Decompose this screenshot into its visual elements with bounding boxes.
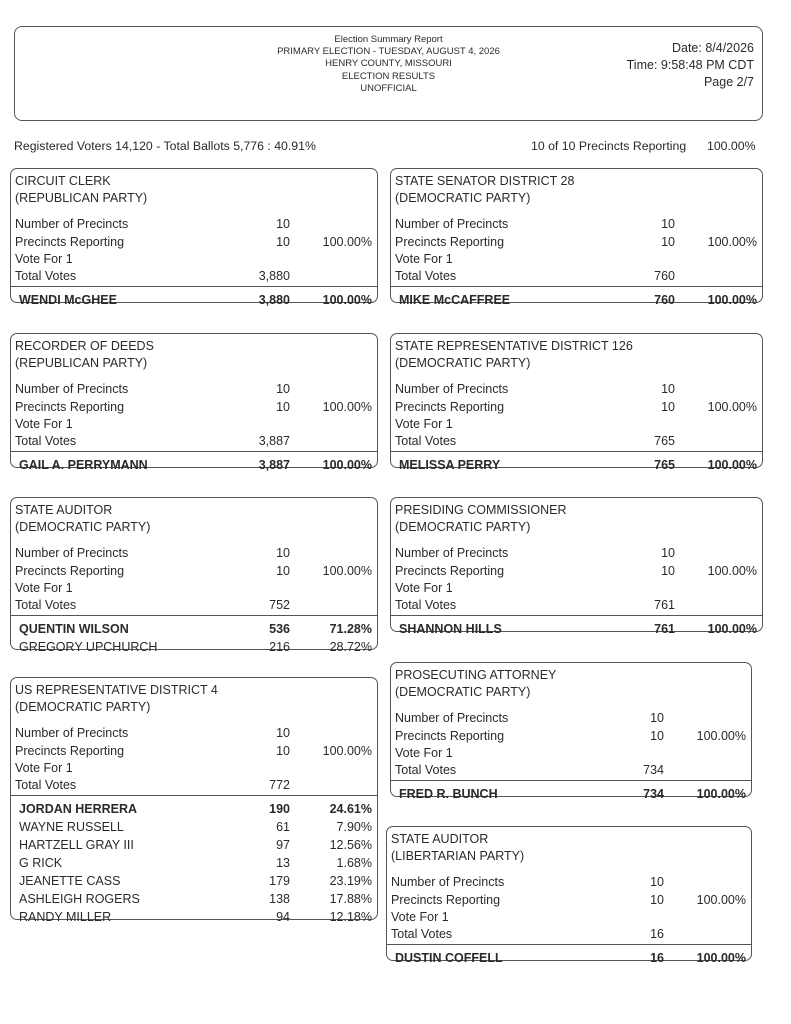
precincts-reporting-summary: 10 of 10 Precincts Reporting [531, 139, 687, 153]
candidate-pct: 100.00% [696, 951, 746, 965]
candidate-pct: 12.56% [329, 838, 372, 852]
num-precincts-label: Number of Precincts [15, 726, 129, 740]
precincts-reporting-pct: 100.00% [322, 564, 372, 578]
candidate-pct: 12.18% [329, 910, 372, 924]
unofficial-label: UNOFFICIAL [360, 82, 417, 94]
precincts-reporting-label: Precincts Reporting [395, 400, 505, 414]
candidate-pct: 100.00% [707, 622, 757, 636]
total-votes-value: 3,880 [258, 269, 290, 283]
precincts-reporting-value: 10 [650, 893, 664, 907]
num-precincts-value: 10 [650, 875, 664, 889]
candidate-name: QUENTIN WILSON [19, 622, 129, 636]
race-box [10, 333, 378, 472]
num-precincts-label: Number of Precincts [15, 546, 129, 560]
precincts-reporting-label: Precincts Reporting [15, 564, 125, 578]
race-party: (DEMOCRATIC PARTY) [15, 520, 151, 534]
race-box [390, 333, 763, 472]
divider [11, 615, 377, 616]
race-box [390, 168, 763, 307]
num-precincts-value: 10 [276, 382, 290, 396]
num-precincts-label: Number of Precincts [395, 711, 509, 725]
candidate-name: JORDAN HERRERA [19, 802, 138, 816]
report-date: Date: 8/4/2026 [671, 41, 754, 55]
candidate-votes: 138 [269, 892, 290, 906]
total-votes-value: 734 [643, 763, 664, 777]
precincts-reporting-label: Precincts Reporting [395, 729, 505, 743]
precincts-reporting-pct: 100.00% [707, 139, 756, 153]
num-precincts-label: Number of Precincts [395, 546, 509, 560]
precincts-reporting-pct: 100.00% [707, 400, 757, 414]
total-votes-label: Total Votes [15, 778, 77, 792]
vote-for-label: Vote For 1 [15, 417, 73, 431]
candidate-votes: 734 [643, 787, 664, 801]
num-precincts-value: 10 [661, 382, 675, 396]
race-title: STATE AUDITOR [391, 832, 489, 846]
vote-for-label: Vote For 1 [15, 581, 73, 595]
candidate-votes: 765 [654, 458, 675, 472]
candidate-votes: 3,887 [258, 458, 290, 472]
precincts-reporting-label: Precincts Reporting [15, 400, 125, 414]
race-title: PROSECUTING ATTORNEY [395, 668, 557, 682]
total-votes-value: 760 [654, 269, 675, 283]
candidate-votes: 13 [276, 856, 290, 870]
candidate-name: ASHLEIGH ROGERS [19, 892, 140, 906]
report-time: Time: 9:58:48 PM CDT [626, 58, 754, 72]
candidate-pct: 24.61% [329, 802, 372, 816]
precincts-reporting-value: 10 [276, 400, 290, 414]
report-title: Election Summary Report [334, 34, 443, 45]
race-title: US REPRESENTATIVE DISTRICT 4 [15, 683, 218, 697]
precincts-reporting-pct: 100.00% [322, 744, 372, 758]
num-precincts-label: Number of Precincts [15, 217, 129, 231]
precincts-reporting-pct: 100.00% [707, 564, 757, 578]
candidate-pct: 100.00% [322, 293, 372, 307]
precincts-reporting-pct: 100.00% [322, 235, 372, 249]
precincts-reporting-value: 10 [276, 564, 290, 578]
race-box [390, 662, 752, 801]
candidate-name: DUSTIN COFFELL [395, 951, 503, 965]
divider [11, 795, 377, 796]
total-votes-label: Total Votes [15, 598, 77, 612]
candidate-votes: 190 [269, 802, 290, 816]
divider [11, 451, 377, 452]
candidate-votes: 760 [654, 293, 675, 307]
divider [391, 286, 762, 287]
candidate-pct: 28.72% [329, 640, 372, 654]
precincts-reporting-pct: 100.00% [696, 893, 746, 907]
race-box [386, 826, 752, 965]
divider [11, 286, 377, 287]
precincts-reporting-value: 10 [276, 235, 290, 249]
race-title: RECORDER OF DEEDS [15, 339, 154, 353]
total-votes-value: 752 [269, 598, 290, 612]
candidate-name: SHANNON HILLS [399, 622, 502, 636]
race-party: (DEMOCRATIC PARTY) [395, 685, 531, 699]
race-title: CIRCUIT CLERK [15, 174, 111, 188]
vote-for-label: Vote For 1 [15, 252, 73, 266]
race-party: (DEMOCRATIC PARTY) [15, 700, 151, 714]
precincts-reporting-label: Precincts Reporting [15, 235, 125, 249]
candidate-votes: 3,880 [258, 293, 290, 307]
vote-for-label: Vote For 1 [395, 252, 453, 266]
candidate-name: JEANETTE CASS [19, 874, 121, 888]
candidate-votes: 61 [276, 820, 290, 834]
total-votes-label: Total Votes [395, 269, 457, 283]
num-precincts-label: Number of Precincts [395, 217, 509, 231]
precincts-reporting-label: Precincts Reporting [395, 564, 505, 578]
num-precincts-value: 10 [276, 726, 290, 740]
total-votes-label: Total Votes [395, 598, 457, 612]
num-precincts-value: 10 [276, 217, 290, 231]
total-votes-value: 761 [654, 598, 675, 612]
num-precincts-label: Number of Precincts [391, 875, 505, 889]
page-number: Page 2/7 [703, 75, 754, 89]
candidate-name: HARTZELL GRAY III [19, 838, 134, 852]
total-votes-label: Total Votes [391, 927, 453, 941]
report-header [14, 26, 763, 121]
election-name: PRIMARY ELECTION - TUESDAY, AUGUST 4, 2026 [277, 46, 500, 58]
precincts-reporting-label: Precincts Reporting [391, 893, 501, 907]
race-box [10, 168, 378, 307]
candidate-votes: 94 [276, 910, 290, 924]
vote-for-label: Vote For 1 [395, 417, 453, 431]
candidate-pct: 1.68% [336, 856, 372, 870]
precincts-reporting-label: Precincts Reporting [395, 235, 505, 249]
race-party: (DEMOCRATIC PARTY) [395, 520, 531, 534]
race-box [10, 497, 378, 654]
num-precincts-value: 10 [276, 546, 290, 560]
num-precincts-label: Number of Precincts [15, 382, 129, 396]
candidate-pct: 100.00% [707, 293, 757, 307]
vote-for-label: Vote For 1 [391, 910, 449, 924]
candidate-votes: 216 [269, 640, 290, 654]
total-votes-value: 765 [654, 434, 675, 448]
divider [387, 944, 751, 945]
candidate-pct: 100.00% [696, 787, 746, 801]
race-title: STATE SENATOR DISTRICT 28 [395, 174, 575, 188]
precincts-reporting-pct: 100.00% [322, 400, 372, 414]
candidate-name: G RICK [19, 856, 63, 870]
candidate-pct: 100.00% [707, 458, 757, 472]
total-votes-value: 3,887 [258, 434, 290, 448]
precincts-reporting-label: Precincts Reporting [15, 744, 125, 758]
race-party: (REPUBLICAN PARTY) [15, 191, 148, 205]
candidate-votes: 179 [269, 874, 290, 888]
precincts-reporting-value: 10 [276, 744, 290, 758]
candidate-name: GAIL A. PERRYMANN [19, 458, 148, 472]
vote-for-label: Vote For 1 [395, 581, 453, 595]
total-votes-label: Total Votes [395, 763, 457, 777]
candidate-votes: 536 [269, 622, 290, 636]
candidate-pct: 100.00% [322, 458, 372, 472]
precincts-reporting-pct: 100.00% [707, 235, 757, 249]
divider [391, 780, 751, 781]
race-party: (DEMOCRATIC PARTY) [395, 191, 531, 205]
divider [391, 451, 762, 452]
candidate-name: MELISSA PERRY [399, 458, 501, 472]
candidate-votes: 761 [654, 622, 675, 636]
precincts-reporting-value: 10 [661, 235, 675, 249]
race-title: STATE REPRESENTATIVE DISTRICT 126 [395, 339, 633, 353]
race-party: (DEMOCRATIC PARTY) [395, 356, 531, 370]
num-precincts-value: 10 [650, 711, 664, 725]
vote-for-label: Vote For 1 [15, 761, 73, 775]
candidate-votes: 16 [650, 951, 664, 965]
divider [391, 615, 762, 616]
candidate-pct: 7.90% [336, 820, 372, 834]
results-label: ELECTION RESULTS [341, 70, 436, 82]
candidate-votes: 97 [276, 838, 290, 852]
candidate-pct: 17.88% [329, 892, 372, 906]
num-precincts-value: 10 [661, 217, 675, 231]
candidate-name: WAYNE RUSSELL [19, 820, 124, 834]
precincts-reporting-value: 10 [661, 564, 675, 578]
total-votes-label: Total Votes [15, 434, 77, 448]
race-title: PRESIDING COMMISSIONER [395, 503, 567, 517]
candidate-pct: 23.19% [329, 874, 372, 888]
candidate-name: MIKE McCAFFREE [399, 293, 511, 307]
total-votes-label: Total Votes [15, 269, 77, 283]
num-precincts-value: 10 [661, 546, 675, 560]
total-votes-value: 772 [269, 778, 290, 792]
race-box [10, 677, 378, 924]
total-votes-label: Total Votes [395, 434, 457, 448]
race-box [390, 497, 763, 636]
county-name: HENRY COUNTY, MISSOURI [325, 58, 452, 70]
race-title: STATE AUDITOR [15, 503, 113, 517]
total-votes-value: 16 [650, 927, 664, 941]
candidate-pct: 71.28% [329, 622, 372, 636]
num-precincts-label: Number of Precincts [395, 382, 509, 396]
report-meta [627, 40, 754, 91]
precincts-reporting-value: 10 [661, 400, 675, 414]
race-party: (LIBERTARIAN PARTY) [391, 849, 525, 863]
precincts-reporting-pct: 100.00% [696, 729, 746, 743]
precincts-reporting-value: 10 [650, 729, 664, 743]
candidate-name: FRED R. BUNCH [399, 787, 498, 801]
registered-voters-summary: Registered Voters 14,120 - Total Ballots 5,776 : 40.91% [14, 139, 316, 153]
candidate-name: WENDI McGHEE [19, 293, 117, 307]
candidate-name: GREGORY UPCHURCH [19, 640, 158, 654]
race-party: (REPUBLICAN PARTY) [15, 356, 148, 370]
vote-for-label: Vote For 1 [395, 746, 453, 760]
candidate-name: RANDY MILLER [19, 910, 112, 924]
